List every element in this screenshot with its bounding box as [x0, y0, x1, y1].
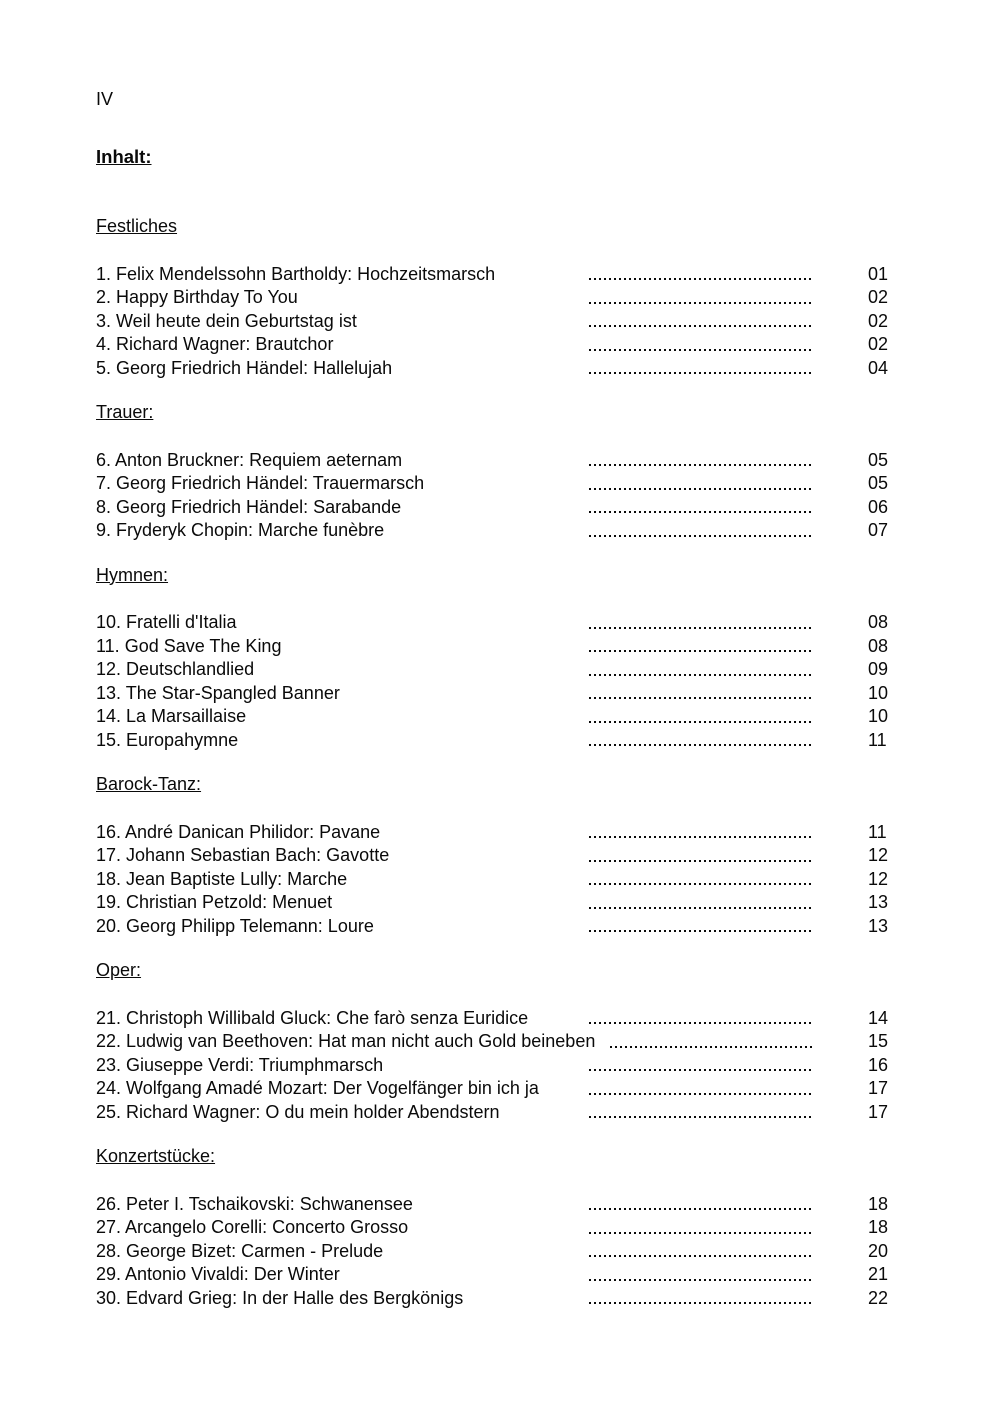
toc-entry — [96, 333, 896, 357]
dot-leader — [589, 729, 812, 753]
dot-leader — [589, 310, 812, 334]
toc-entry — [96, 844, 896, 868]
section-heading: Oper: — [96, 960, 142, 980]
entry-title: 24. Wolfgang Amadé Mozart: Der Vogelfänger bin ich ja — [96, 1078, 539, 1098]
dot-leader — [589, 1101, 812, 1125]
dot-leader — [589, 1287, 812, 1311]
toc-entry — [96, 263, 896, 287]
toc-entry — [96, 1240, 896, 1264]
entry-title: 23. Giuseppe Verdi: Triumphmarsch — [96, 1054, 384, 1075]
toc-section — [96, 959, 955, 1124]
entry-title: 4. Richard Wagner: Brautchor — [96, 334, 334, 354]
toc-entry — [96, 449, 896, 473]
entry-page-number: 06 — [868, 496, 889, 517]
entry-page-number: 05 — [868, 473, 889, 493]
toc-entry — [96, 1193, 896, 1217]
dot-leader — [589, 635, 812, 659]
toc-entry — [96, 1054, 896, 1078]
entry-page-number: 08 — [868, 635, 889, 656]
toc-entry — [96, 821, 896, 845]
entry-title: 18. Jean Baptiste Lully: Marche — [96, 868, 348, 889]
toc-entry — [96, 310, 896, 334]
toc-entry — [96, 635, 896, 659]
entry-title: 17. Johann Sebastian Bach: Gavotte — [96, 845, 390, 865]
entry-page-number: 14 — [868, 1007, 889, 1028]
entry-page-number: 22 — [868, 1287, 889, 1308]
entry-page-number: 21 — [868, 1264, 889, 1284]
toc-section — [96, 401, 955, 543]
entry-page-number: 13 — [868, 915, 889, 936]
dot-leader — [589, 915, 812, 939]
toc-entry — [96, 286, 896, 310]
dot-leader — [589, 1077, 812, 1101]
toc-entry — [96, 868, 896, 892]
toc-section — [96, 1145, 955, 1310]
dot-leader — [589, 263, 812, 287]
toc-entry — [96, 729, 896, 753]
entry-page-number: 10 — [868, 706, 889, 726]
entry-page-number: 11 — [868, 821, 887, 842]
toc-section — [96, 564, 955, 753]
entry-title: 5. Georg Friedrich Händel: Hallelujah — [96, 357, 393, 378]
entry-page-number: 02 — [868, 334, 889, 354]
toc-entry — [96, 472, 896, 496]
toc-entry — [96, 682, 896, 706]
dot-leader — [589, 286, 812, 310]
dot-leader — [589, 449, 812, 473]
toc-entry — [96, 519, 896, 543]
entry-page-number: 08 — [868, 612, 889, 632]
entry-page-number: 07 — [868, 520, 889, 540]
dot-leader — [589, 1007, 812, 1031]
toc-entry — [96, 1263, 896, 1287]
dot-leader — [589, 891, 812, 915]
entry-title: 26. Peter I. Tschaikovski: Schwanensee — [96, 1193, 413, 1214]
entry-title: 19. Christian Petzold: Menuet — [96, 892, 333, 912]
toc-entry — [96, 611, 896, 635]
section-heading: Konzertstücke: — [96, 1146, 216, 1166]
dot-leader — [589, 682, 812, 706]
entry-title: 7. Georg Friedrich Händel: Trauermarsch — [96, 473, 425, 493]
page-number-roman: IV — [96, 89, 114, 109]
entry-title: 14. La Marsaillaise — [96, 706, 247, 726]
toc-entry — [96, 1216, 896, 1240]
entry-page-number: 11 — [868, 729, 887, 750]
dot-leader — [589, 496, 812, 520]
entry-page-number: 17 — [868, 1101, 889, 1122]
entry-title: 13. The Star-Spangled Banner — [96, 682, 340, 703]
toc-entry — [96, 1030, 896, 1054]
entry-title: 20. Georg Philipp Telemann: Loure — [96, 915, 374, 936]
entry-page-number: 02 — [868, 287, 889, 307]
dot-leader — [589, 844, 812, 868]
entry-title: 3. Weil heute dein Geburtstag ist — [96, 310, 357, 331]
entry-title: 16. André Danican Philidor: Pavane — [96, 821, 381, 842]
entry-title: 22. Ludwig van Beethoven: Hat man nicht auch Gold beineben — [96, 1031, 596, 1051]
toc-entry — [96, 891, 896, 915]
entry-page-number: 01 — [868, 263, 889, 284]
entry-title: 1. Felix Mendelssohn Bartholdy: Hochzeitsmarsch — [96, 263, 496, 284]
entry-title: 9. Fryderyk Chopin: Marche funèbre — [96, 520, 385, 540]
entry-title: 15. Europahymne — [96, 729, 239, 750]
toc-entry — [96, 496, 896, 520]
entry-page-number: 18 — [868, 1217, 889, 1237]
entry-title: 25. Richard Wagner: O du mein holder Abendstern — [96, 1101, 500, 1122]
entry-page-number: 20 — [868, 1240, 889, 1261]
section-heading: Barock-Tanz: — [96, 774, 202, 794]
dot-leader — [589, 1263, 812, 1287]
section-heading: Festliches — [96, 216, 178, 236]
entry-page-number: 12 — [868, 868, 889, 889]
section-heading: Hymnen: — [96, 564, 169, 585]
entry-title: 21. Christoph Willibald Gluck: Che farò senza Euridice — [96, 1007, 529, 1028]
dot-leader — [589, 472, 812, 496]
toc-entry — [96, 1007, 896, 1031]
entry-title: 11. God Save The King — [96, 635, 282, 656]
dot-leader — [589, 1054, 812, 1078]
entry-page-number: 04 — [868, 357, 889, 378]
entry-page-number: 13 — [868, 892, 889, 912]
dot-leader — [589, 868, 812, 892]
dot-leader — [589, 821, 812, 845]
toc-entry — [96, 357, 896, 381]
entry-page-number: 16 — [868, 1054, 889, 1075]
page-title: Inhalt: — [96, 146, 152, 167]
entry-title: 27. Arcangelo Corelli: Concerto Grosso — [96, 1217, 409, 1237]
dot-leader — [589, 1240, 812, 1264]
entry-title: 28. George Bizet: Carmen - Prelude — [96, 1240, 384, 1261]
entry-page-number: 10 — [868, 682, 889, 703]
entry-page-number: 12 — [868, 845, 889, 865]
toc-entry — [96, 1101, 896, 1125]
toc-section — [96, 215, 955, 380]
toc-entry — [96, 1287, 896, 1311]
toc-entry — [96, 705, 896, 729]
table-of-contents — [96, 215, 955, 1310]
dot-leader — [589, 357, 812, 381]
entry-title: 8. Georg Friedrich Händel: Sarabande — [96, 496, 402, 517]
dot-leader — [589, 333, 812, 357]
entry-title: 12. Deutschlandlied — [96, 659, 255, 679]
entry-page-number: 17 — [868, 1078, 889, 1098]
entry-page-number: 09 — [868, 659, 889, 679]
entry-title: 6. Anton Bruckner: Requiem aeternam — [96, 449, 403, 470]
toc-section — [96, 773, 955, 938]
dot-leader — [589, 705, 812, 729]
toc-entry — [96, 1077, 896, 1101]
entry-title: 10. Fratelli d'Italia — [96, 612, 237, 632]
dot-leader — [589, 658, 812, 682]
entry-page-number: 15 — [868, 1031, 889, 1051]
entry-page-number: 18 — [868, 1193, 889, 1214]
section-heading: Trauer: — [96, 402, 154, 422]
entry-title: 29. Antonio Vivaldi: Der Winter — [96, 1264, 340, 1284]
toc-entry — [96, 658, 896, 682]
dot-leader — [589, 1193, 812, 1217]
entry-title: 2. Happy Birthday To You — [96, 287, 298, 307]
dot-leader — [610, 1030, 812, 1054]
entry-page-number: 02 — [868, 310, 889, 331]
entry-page-number: 05 — [868, 449, 889, 470]
dot-leader — [589, 611, 812, 635]
dot-leader — [589, 1216, 812, 1240]
entry-title: 30. Edvard Grieg: In der Halle des Bergkönigs — [96, 1287, 464, 1308]
dot-leader — [589, 519, 812, 543]
toc-entry — [96, 915, 896, 939]
